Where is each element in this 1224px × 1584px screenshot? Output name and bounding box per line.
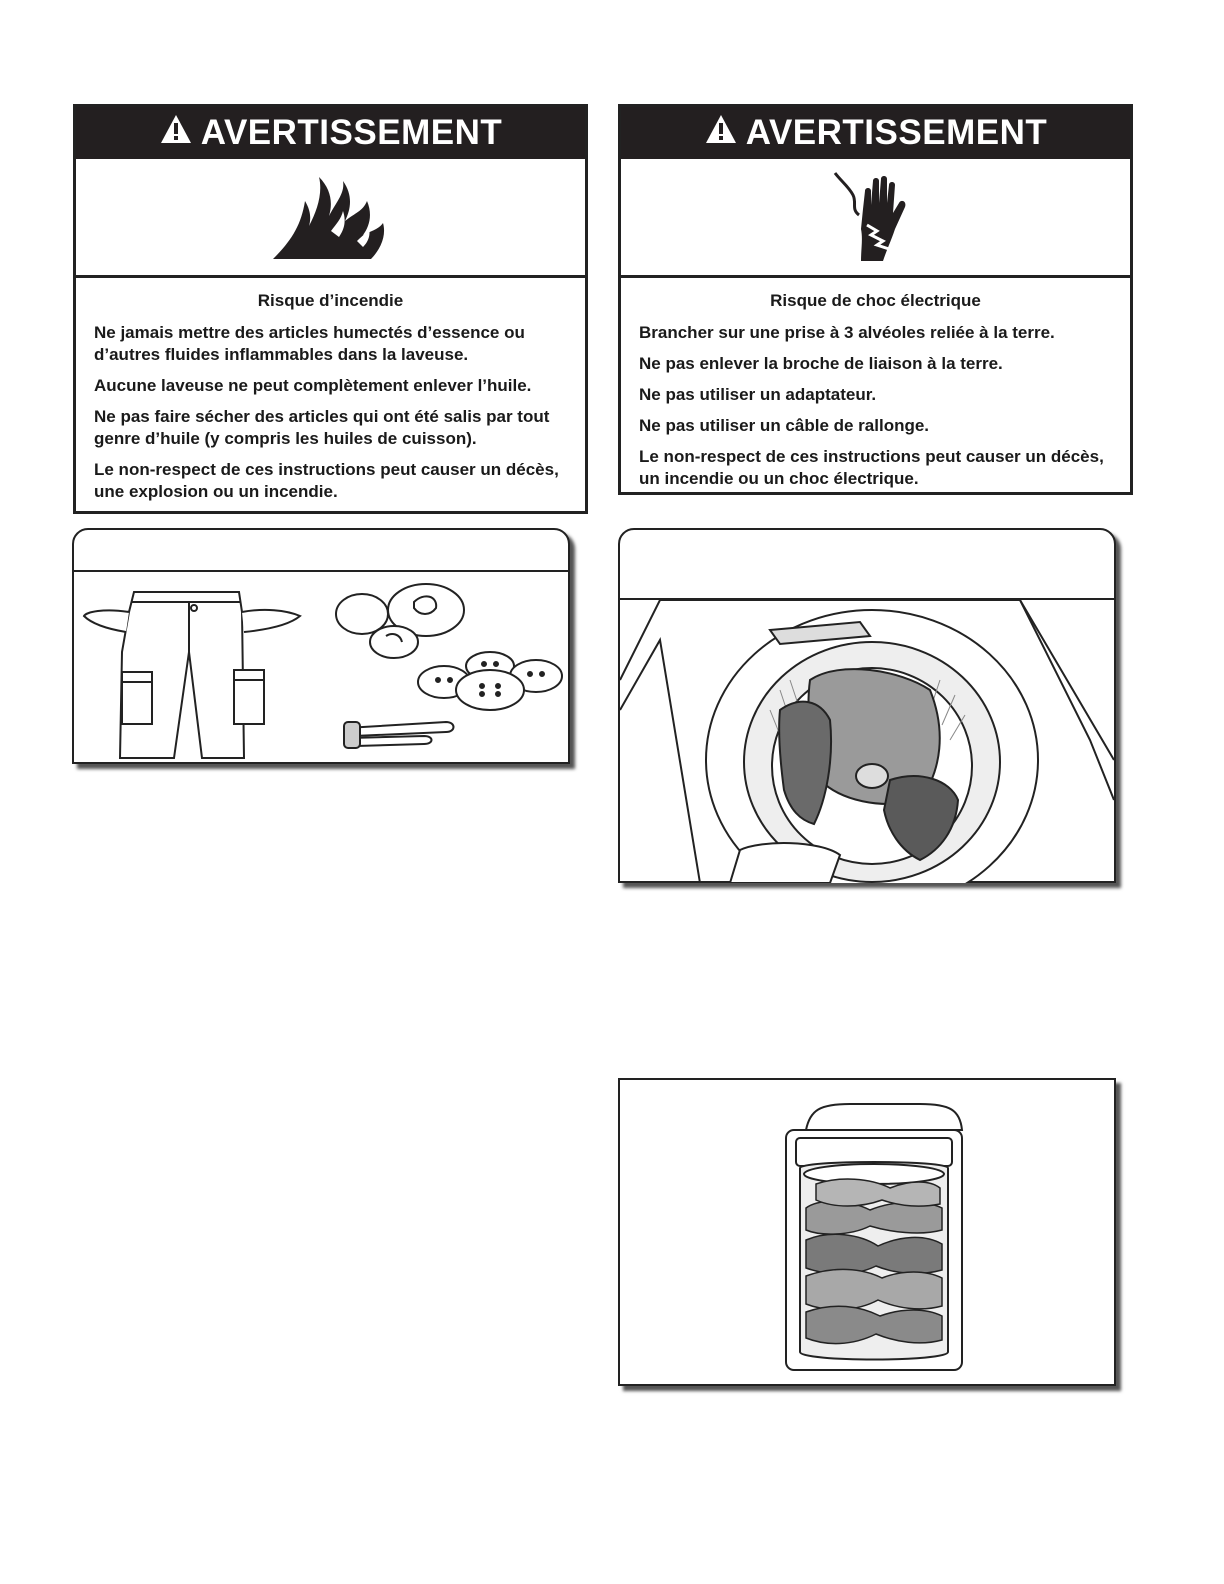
warning-fire-box	[73, 104, 588, 514]
safety-pins-icon	[344, 722, 454, 748]
warning-fire-heading: AVERTISSEMENT	[200, 113, 503, 152]
warning-fire-line: Ne pas faire sécher des articles qui ont été salis par tout genre d’huile (y compris les huiles de cuisson).	[94, 407, 550, 448]
empty-pockets-illustration	[74, 572, 568, 762]
electric-icon-area	[621, 159, 1130, 278]
coins-icon	[336, 584, 464, 658]
warning-triangle-icon	[159, 113, 193, 154]
washer-drum-panel	[618, 528, 1116, 883]
warning-fire-body	[76, 278, 585, 520]
fire-icon	[271, 171, 391, 263]
warning-electric-body	[621, 278, 1130, 507]
warning-electric-line: Ne pas enlever la broche de liaison à la terre.	[639, 354, 1003, 373]
warning-fire-header	[76, 107, 585, 159]
washer-drum-loaded-illustration	[620, 600, 1114, 883]
warning-fire-line: Aucune laveuse ne peut complètement enlever l’huile.	[94, 376, 532, 395]
warning-electric-title: Risque de choc électrique	[770, 291, 981, 310]
warning-electric-line: Ne pas utiliser un adaptateur.	[639, 385, 877, 404]
warning-fire-line: Ne jamais mettre des articles humectés d’essence ou d’autres fluides inflammables dans la laveuse.	[94, 323, 525, 364]
washer-load-level-frame	[618, 1078, 1116, 1386]
warning-fire-title: Risque d’incendie	[257, 291, 404, 310]
warning-electric-box	[618, 104, 1133, 495]
warning-electric-line: Ne pas utiliser un câble de rallonge.	[639, 416, 930, 435]
fire-icon-area	[76, 159, 585, 278]
panel-tab	[620, 530, 1114, 600]
empty-pockets-panel	[72, 528, 570, 764]
electric-shock-hand-icon	[831, 169, 921, 265]
warning-triangle-icon	[704, 113, 738, 154]
washer-load-level-illustration	[620, 1080, 1114, 1384]
panel-tab	[74, 530, 568, 572]
warning-electric-header	[621, 107, 1130, 159]
warning-fire-line: Le non-respect de ces instructions peut causer un décès, une explosion ou un incendie.	[94, 460, 559, 501]
warning-electric-line: Brancher sur une prise à 3 alvéoles reliée à la terre.	[639, 323, 1055, 342]
warning-electric-heading: AVERTISSEMENT	[745, 113, 1048, 152]
buttons-icon	[418, 652, 562, 710]
warning-electric-line: Le non-respect de ces instructions peut causer un décès, un incendie ou un choc électrique.	[639, 447, 1104, 488]
